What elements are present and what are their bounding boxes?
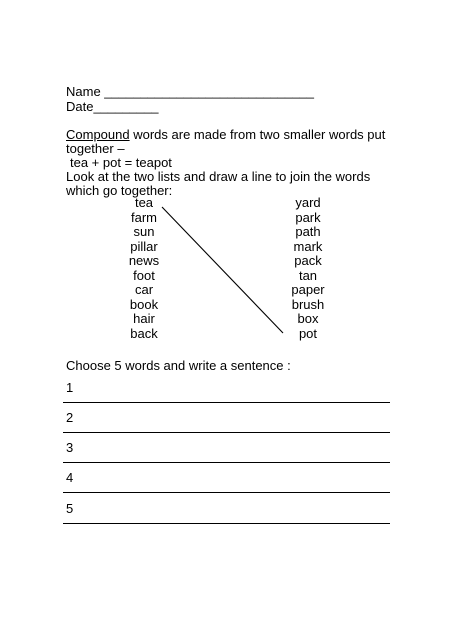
right-word: box: [297, 311, 319, 326]
left-word: farm: [131, 209, 157, 225]
left-word: back: [130, 325, 158, 341]
date-field-label: Date_________: [66, 99, 159, 114]
instruction-line-1: Look at the two lists and draw a line to join the words: [66, 169, 371, 184]
right-word: mark: [293, 238, 323, 254]
right-word: brush: [291, 296, 325, 312]
sentence-number: 3: [66, 440, 74, 455]
example-equation: tea + pot = teapot: [70, 155, 172, 170]
left-word: book: [129, 296, 159, 312]
right-word: path: [295, 224, 321, 239]
sentence-number: 5: [66, 501, 74, 516]
intro-line-2: together –: [66, 141, 125, 156]
right-word: pot: [298, 325, 318, 341]
instruction-line-2: which go together:: [66, 183, 173, 198]
left-word: pillar: [130, 238, 158, 254]
right-word: park: [295, 209, 321, 225]
left-word: hair: [133, 311, 155, 326]
left-word: tea: [134, 195, 154, 210]
right-word: pack: [294, 253, 322, 268]
sentence-number: 1: [66, 380, 74, 395]
right-word: tan: [298, 267, 318, 283]
sentence-line-2[interactable]: [63, 402, 390, 433]
left-word: foot: [133, 267, 155, 283]
example-match-line: [162, 207, 283, 333]
sentence-number: 4: [66, 470, 74, 485]
compound-word: Compound: [66, 127, 130, 142]
sentence-line-1[interactable]: [63, 372, 390, 403]
sentence-line-4[interactable]: [63, 462, 390, 493]
sentence-line-5[interactable]: [63, 493, 390, 524]
left-word: sun: [133, 224, 155, 239]
left-word: car: [134, 282, 154, 297]
right-word: paper: [291, 282, 325, 297]
left-word: news: [128, 253, 160, 268]
sentence-number: 2: [66, 410, 74, 425]
intro-line-1-rest: words are made from two smaller words put: [129, 127, 386, 142]
name-field-label: Name _____________________________: [66, 84, 314, 99]
sentence-line-3[interactable]: [63, 432, 390, 463]
right-word: yard: [295, 195, 321, 210]
sentence-prompt: Choose 5 words and write a sentence :: [66, 358, 291, 373]
